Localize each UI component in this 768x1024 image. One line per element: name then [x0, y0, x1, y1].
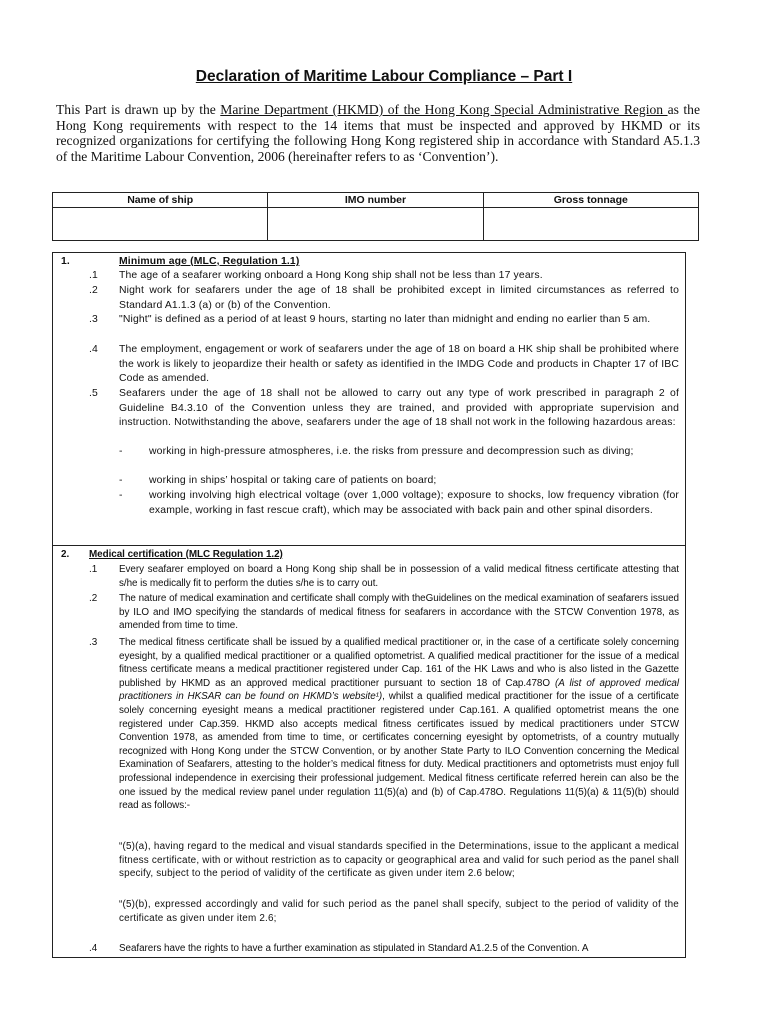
intro-authority: Marine Department (HKMD) of the Hong Kong Special Administrative Region	[220, 102, 668, 117]
section-medical-certification	[52, 545, 686, 958]
header-name-of-ship: Name of ship	[53, 193, 268, 208]
item-text-part: The medical fitness certificate shall be issued by a qualified medical practitioner or, in the case of a certificate solely concerning eyesight, by a qualified medical practitioner or a qualified optometrist. A qualified medical practitioner for the issue of a medical fitness certificate means a medical practitioner registered under Cap. 161 of the HK Laws and who is also listed in the Gazette published by HKMD as an approved medical practitioner pursuant to section 18 of Cap.478O	[119, 637, 679, 689]
ship-particulars-table	[52, 192, 699, 241]
item-number: .1	[89, 564, 98, 575]
item-text: The age of a seafarer working onboard a Hong Kong ship shall not be less than 17 years.	[119, 270, 543, 281]
item-text: The nature of medical examination and certificate shall comply with theGuidelines on the medical examination of seafarers issued by ILO and IMO specifying the standards of medical fitness for seafarers in accordance with the STCW Convention 1978, as amended from time to time.	[119, 593, 679, 632]
website-reference: (A list of approved medical practitioners in HKSAR can be found on HKMD’s website¹)	[119, 677, 679, 703]
section-minimum-age	[52, 252, 686, 546]
item-number: .3	[89, 637, 98, 648]
intro-post: as the Hong Kong requirements with respect to the 14 items that must be inspected and approved by HKMD or its recognized organizations for certifying the following Hong Kong registered ship in accordance with Standard A5.1.3 of the Maritime Labour Convention, 2006 (hereinafter refers to as ‘Convention’).	[56, 102, 700, 164]
item-number: .2	[89, 285, 98, 296]
section-title: Minimum age (MLC, Regulation 1.1)	[119, 256, 300, 267]
item-number: .3	[89, 314, 98, 325]
item-text: Seafarers under the age of 18 shall not be allowed to carry out any type of work prescribed in paragraph 2 of Guideline B4.3.10 of the Convention unless they are trained, and provided with appropriate supervision and instruction. Notwithstanding the above, seafarers under the age of 18 shall not work in the following hazardous areas:	[119, 388, 679, 429]
gross-tonnage-cell[interactable]	[483, 208, 698, 241]
item-number: .4	[89, 943, 98, 954]
item-text: The employment, engagement or work of seafarers under the age of 18 on board a HK ship shall be prohibited where the work is likely to jeopardize their health or safety as identified in the IMDG Code and products in Chapter 17 of IBC Code as amended.	[119, 344, 679, 385]
bullet-text: working in high-pressure atmospheres, i.e. the risks from pressure and decompression such as diving;	[149, 446, 634, 457]
item-number: .2	[89, 593, 98, 604]
intro-paragraph	[56, 102, 700, 164]
bullet-dash: -	[119, 490, 123, 501]
header-imo-number: IMO number	[268, 193, 483, 208]
section-title: Medical certification (MLC Regulation 1.2)	[89, 549, 283, 560]
name-of-ship-cell[interactable]	[53, 208, 268, 241]
item-text: Seafarers have the rights to have a further examination as stipulated in Standard A1.2.5 of the Convention. A	[119, 943, 589, 954]
bullet-text: working in ships’ hospital or taking care of patients on board;	[149, 475, 437, 486]
page-title: Declaration of Maritime Labour Compliance – Part I	[195, 68, 573, 85]
imo-number-cell[interactable]	[268, 208, 483, 241]
section-number: 1.	[61, 256, 70, 267]
bullet-dash: -	[119, 446, 123, 457]
intro-pre: This Part is drawn up by the	[56, 102, 221, 117]
quote-5a: “(5)(a), having regard to the medical and visual standards specified in the Determinations, issue to the applicant a medical fitness certificate, with or without restriction as to capacity or geographical area and valid for such period as the panel shall specify, subject to the period of validity of the certificate as given under item 2.6 below;	[119, 841, 679, 880]
item-text: Night work for seafarers under the age of 18 shall be prohibited except in limited circumstances as referred to Standard A1.1.3 (a) or (b) of the Convention.	[119, 285, 679, 311]
item-text	[119, 636, 679, 813]
item-text-part: , whilst a qualified medical practitioner for the issue of a certificate solely concerning eyesight means a medical practitioner registered under Cap.161. A qualified optometrist means the one registered under Cap.359. HKMD also accepts medical fitness certificates issued by medical practitioners under STCW Convention 1978, as amended from time to time, or certificates concerning eyesight by optometrists, of a country mutually recognized with Hong Kong under the STCW Convention, or by another State Party to ILO Convention concerning the Medical Examination of Seafarers, attesting to the holder’s medical fitness for duty. Medical practitioners and optometrists must enjoy full professional independence in exercising their professional judgement. Medical fitness certificate referred herein can also be the one issued by the medical review panel under regulation 11(5)(a) and (b) of Cap.478O. Regulations 11(5)(a) & 11(5)(b) should read as follows:-	[119, 691, 679, 812]
item-text: Every seafarer employed on board a Hong Kong ship shall be in possession of a valid medical fitness certificate attesting that s/he is medically fit to perform the duties s/he is to carry out.	[119, 564, 679, 589]
quote-5b: “(5)(b), expressed accordingly and valid for such period as the panel shall specify, subject to the period of validity of the certificate as given under item 2.6;	[119, 899, 679, 924]
item-number: .5	[89, 388, 98, 399]
bullet-dash: -	[119, 475, 123, 486]
item-number: .4	[89, 344, 98, 355]
header-gross-tonnage: Gross tonnage	[483, 193, 698, 208]
item-number: .1	[89, 270, 98, 281]
section-number: 2.	[61, 549, 70, 560]
item-text: "Night" is defined as a period of at least 9 hours, starting no later than midnight and ending no earlier than 5 am.	[119, 314, 651, 325]
bullet-text: working involving high electrical voltage (over 1,000 voltage); exposure to shocks, low frequency vibration (for example, working in fast rescue craft), which may be associated with back pain and other spinal disorders.	[149, 490, 679, 516]
